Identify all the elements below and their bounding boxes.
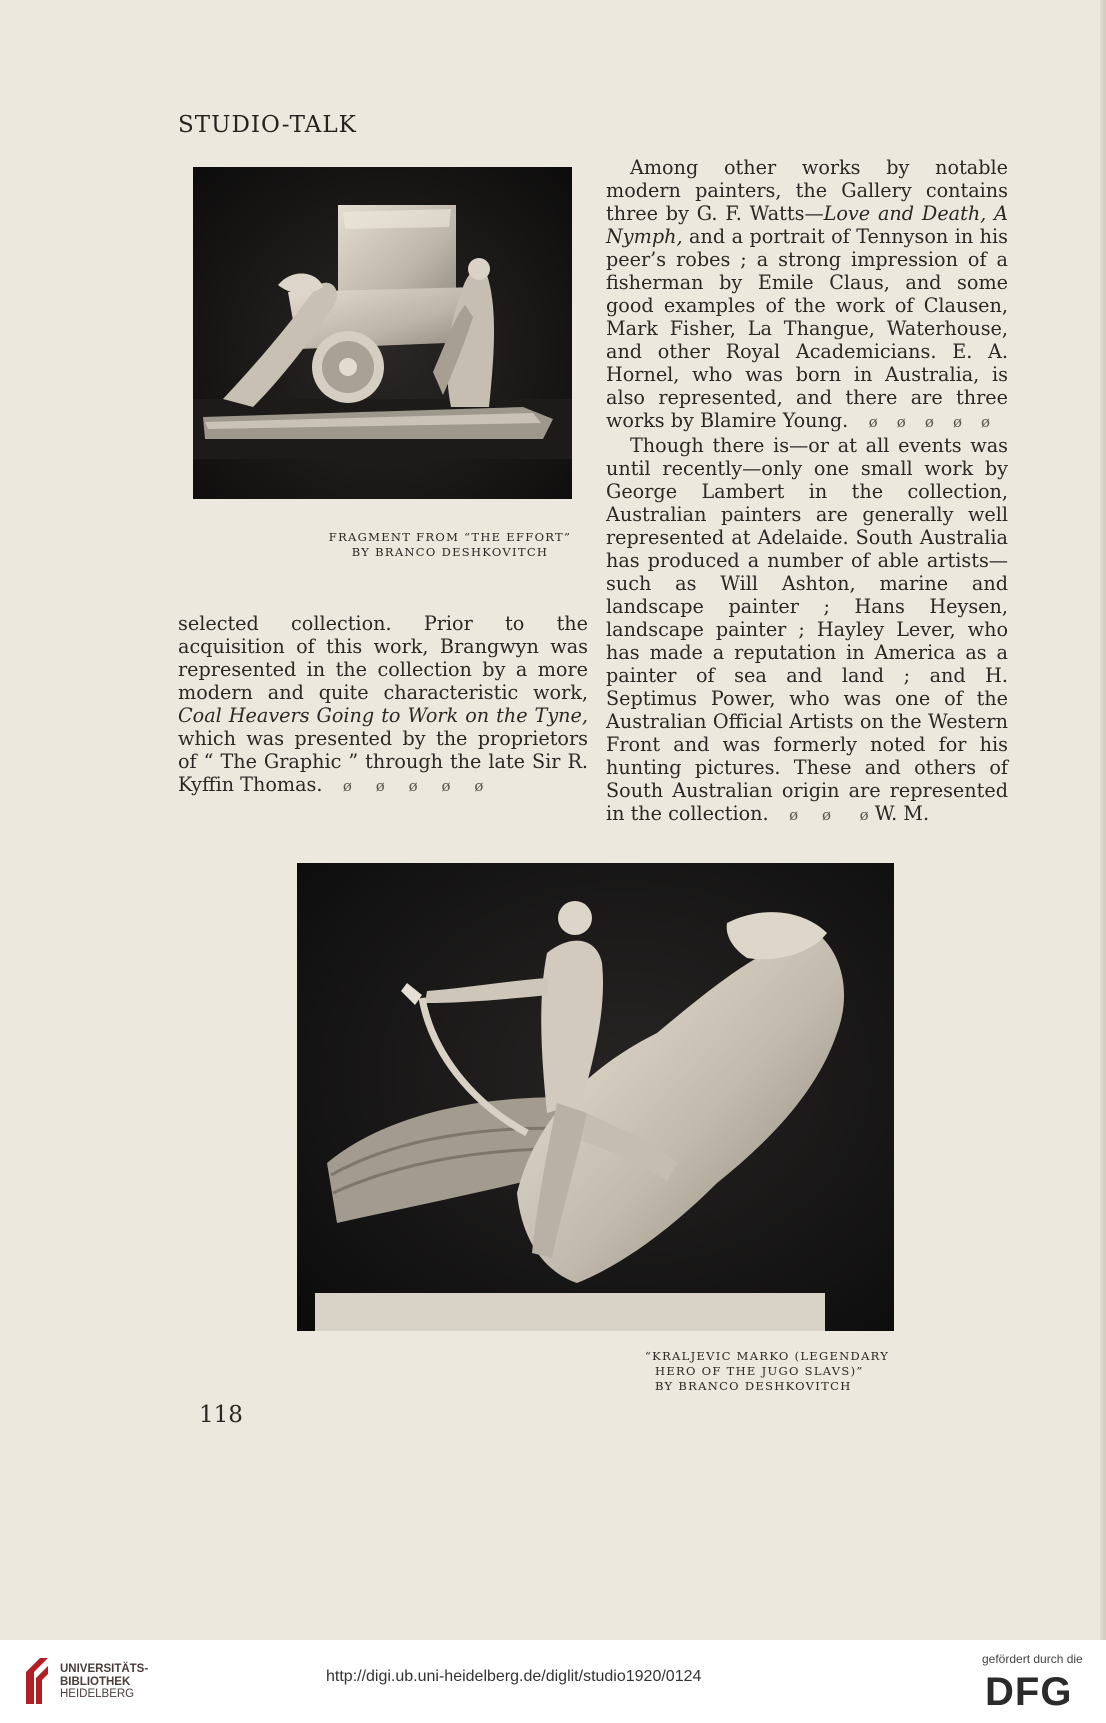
- page-number: 118: [199, 1402, 243, 1428]
- paragraph-australian-painters-text: Though there is—or at all events was until recently—only one small work by George Lambert in the collection, Australian painters are generally well represented at Adelaide. South Australia has produced a number of able artists—such as Will Ashton, marine and landscape painter ; Hans Heysen, landscape painter ; Hayley Lever, who has made a reputation in America as a painter of sea and land ; and H. Septimus Power, who was one of the Australian Official Artists on the Western Front and was formerly noted for his hunting pictures. These and others of South Australian origin are represented in the collection.: [606, 434, 1008, 825]
- figure2-caption-title: “KRALJEVIC MARKO (LEGENDARY: [645, 1349, 890, 1363]
- university-library-logo-icon: [22, 1654, 52, 1706]
- figure1-caption-title: FRAGMENT FROM “THE EFFORT”: [328, 530, 572, 544]
- figure2-caption-subtitle: HERO OF THE JUGO SLAVS)”: [655, 1364, 864, 1378]
- figure2-caption: [645, 1349, 890, 1394]
- paragraph-watts-titles: Love and Death, A Nymph,: [606, 202, 1008, 248]
- library-name-line3: HEIDELBERG: [60, 1688, 135, 1700]
- author-signature: W. M.: [874, 802, 930, 825]
- figure1-caption-artist: BY BRANCO DESHKOVITCH: [351, 545, 549, 559]
- sculpture-photo-the-effort: [193, 167, 572, 499]
- paragraph-australian-painters: [606, 434, 1008, 827]
- dfg-logo: DFG: [985, 1670, 1073, 1714]
- paragraph-brangwyn-title: Coal Heavers Going to Work on the Tyne,: [178, 704, 588, 727]
- leaf-ornament-icon: ø ø ø ø ø: [328, 777, 484, 795]
- library-name-line1: UNIVERSITÄTS-: [60, 1663, 149, 1675]
- funding-note: gefördert durch die: [982, 1652, 1083, 1666]
- right-column-text: [606, 156, 1008, 827]
- paragraph-watts: [606, 156, 1008, 434]
- figure2-caption-artist: BY BRANCO DESHKOVITCH: [655, 1379, 852, 1393]
- permalink-url[interactable]: http://digi.ub.uni-heidelberg.de/diglit/studio1920/0124: [326, 1668, 702, 1685]
- leaf-ornament-icon: ø ø ø ø ø: [854, 413, 991, 431]
- paragraph-brangwyn-end: which was presented by the proprietors of “ The Graphic ” through the late Sir R. Kyffin Thomas.: [178, 727, 588, 796]
- digital-library-footer: [0, 1640, 1106, 1723]
- paragraph-watts-end: and a portrait of Tennyson in his peer’s robes ; a strong impression of a fisherman by Emile Claus, and some good examples of the work of Clausen, Mark Fisher, La Thangue, Waterhouse, and other Royal Academicians. E. A. Hornel, who was born in Australia, is also represented, and there are three works by Blamire Young.: [606, 225, 1008, 432]
- figure1-caption: [300, 530, 600, 560]
- running-header: STUDIO-TALK: [178, 112, 357, 138]
- sculpture-photo-kraljevic-marko: [297, 863, 894, 1331]
- left-column-text: [178, 612, 588, 798]
- paragraph-brangwyn-start: selected collection. Prior to the acquisition of this work, Brangwyn was represented in the collection by a more modern and quite characteristic work,: [178, 612, 588, 704]
- university-library-name: [60, 1663, 148, 1701]
- library-name-line2: BIBLIOTHEK: [60, 1675, 131, 1688]
- paragraph-brangwyn: [178, 612, 588, 798]
- paragraph-watts-start: Among other works by notable modern painters, the Gallery contains three by G. F. Watts—: [606, 156, 1008, 225]
- leaf-ornament-icon: ø ø ø: [774, 806, 869, 824]
